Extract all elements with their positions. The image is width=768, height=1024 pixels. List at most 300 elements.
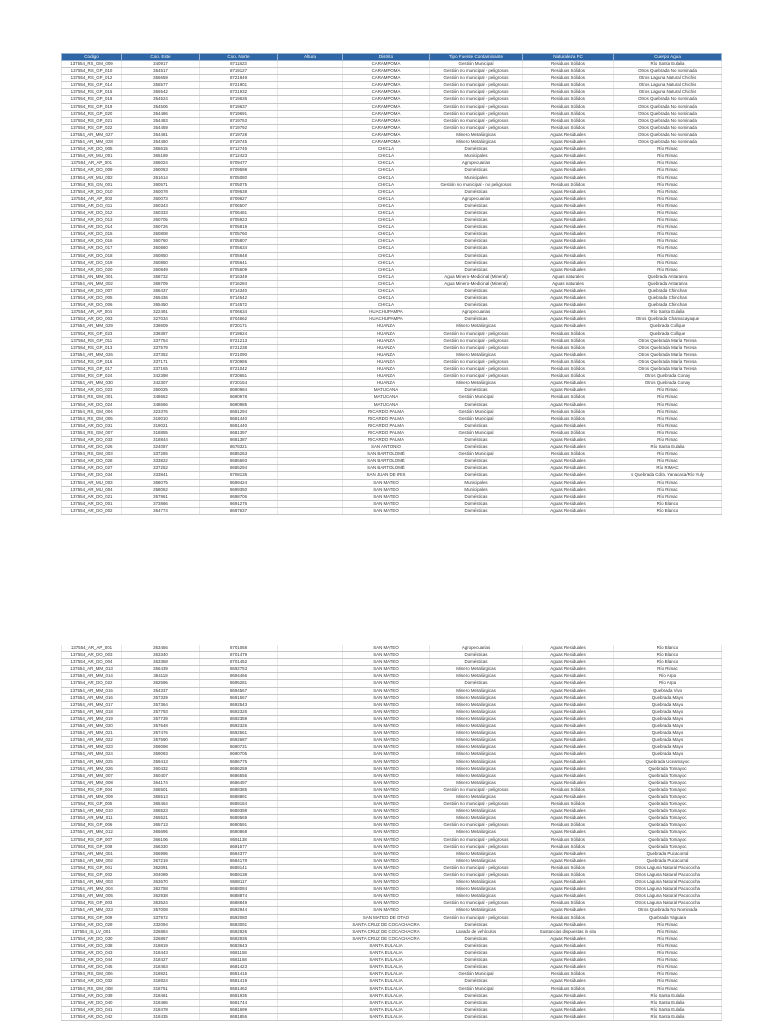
table-cell: 137554_AR_DO_032 [62, 978, 122, 985]
table-row [62, 900, 722, 907]
header-coo-este: Coo. Este [122, 54, 200, 61]
table-cell: Otros Quebrada María Teresa [614, 358, 722, 365]
table-cell: Municipales [430, 174, 523, 181]
table-cell: 354486 [122, 110, 200, 117]
table-cell: 333841 [122, 472, 200, 479]
table-cell: 8716284 [200, 280, 278, 287]
table-cell: Río Rimac [614, 238, 722, 245]
table-cell [278, 907, 343, 914]
table-cell: Aguas Residuales [523, 850, 614, 857]
table-cell: Río Rimac [614, 971, 722, 978]
table-row [62, 928, 722, 935]
table-cell: Minero Metalúrgicas [430, 772, 523, 779]
table-cell: Otros Quebrada María Teresa [614, 344, 722, 351]
table-cell: Domésticas [430, 316, 523, 323]
table-row [62, 252, 722, 259]
table-cell: 137554_AR_DO_044 [62, 957, 122, 964]
table-cell: 8699350 [200, 486, 278, 493]
table-cell: 8694466 [200, 673, 278, 680]
table-cell [278, 89, 343, 96]
table-cell: 8681387 [200, 436, 278, 443]
table-row [62, 666, 722, 673]
table-cell: SAN MATEO [343, 765, 430, 772]
table-row [62, 323, 722, 330]
table-cell: Río Rimac [614, 486, 722, 493]
table-cell [278, 942, 343, 949]
table-cell: 137554_AR_DO_031 [62, 422, 122, 429]
table-cell: 8685294 [200, 465, 278, 472]
table-cell: CARAMPOMA [343, 82, 430, 89]
table-cell: Río Rimac [614, 921, 722, 928]
table-cell: Otros Laguna Natural Pacococha [614, 864, 722, 871]
table-cell: Domésticas [430, 288, 523, 295]
table-cell [278, 117, 343, 124]
table-cell: Domésticas [430, 302, 523, 309]
table-cell: SAN MATEO [343, 694, 430, 701]
table-cell: Aguas Residuales [523, 217, 614, 224]
table-cell: 8705641 [200, 259, 278, 266]
table-cell: 137554_RS_GM_003 [62, 451, 122, 458]
table-cell: Río Blanco [614, 645, 722, 652]
table-cell: 365523 [122, 808, 200, 815]
table-cell: Aguas Residuales [523, 701, 614, 708]
table-cell: SAN MATEO [343, 801, 430, 808]
table-cell: HUANZA [343, 380, 430, 387]
table-cell: 137554_AR_MM_024 [62, 751, 122, 758]
table-cell: 137554_AR_MU_003 [62, 479, 122, 486]
table-cell: Aguas naturales [523, 280, 614, 287]
table-cell: 8720171 [200, 323, 278, 330]
table-cell: Domésticas [430, 465, 523, 472]
table-cell: Residuos Sólidos [523, 358, 614, 365]
table-cell: Domésticas [430, 266, 523, 273]
table-row [62, 444, 722, 451]
table-cell: 8705080 [200, 174, 278, 181]
table-cell: Domésticas [430, 167, 523, 174]
table-cell: 8692359 [200, 715, 278, 722]
table-cell: CHICLA [343, 259, 430, 266]
table-cell: 137554_AR_MM_025 [62, 758, 122, 765]
table-cell [278, 1006, 343, 1013]
table-cell: CARAMPOMA [343, 139, 430, 146]
table-cell: Gestión no municipal - peligrosos [430, 110, 523, 117]
table-cell: Gestión no municipal - peligrosos [430, 786, 523, 793]
table-cell: Domésticas [430, 295, 523, 302]
table-cell: Gestión Municipal [430, 394, 523, 401]
table-cell: 8692543 [200, 701, 278, 708]
table-cell: 332094 [122, 921, 200, 928]
table-row [62, 61, 722, 68]
table-cell: 137554_RS_GN_001 [62, 181, 122, 188]
table-cell: Gestión no municipal - peligrosos [430, 117, 523, 124]
table-cell [278, 737, 343, 744]
table-cell: Domésticas [430, 231, 523, 238]
table-cell: 137554_RS_GP_014 [62, 82, 122, 89]
table-cell: 137554_AR_MM_018 [62, 708, 122, 715]
table-cell: Otros Laguna Natural Pacococha [614, 886, 722, 893]
table-cell: Aguas Residuales [523, 224, 614, 231]
table-cell: 137554_AR_DO_003 [62, 316, 122, 323]
table-cell: Río Rimac [614, 978, 722, 985]
table-cell: HUANZA [343, 344, 430, 351]
table-cell: 137554_AR_DO_017 [62, 245, 122, 252]
table-row [62, 380, 722, 387]
table-cell [278, 231, 343, 238]
table-cell: Quebrada Tomayoc [614, 786, 722, 793]
table-cell: SAN MATEO [343, 900, 430, 907]
table-cell [278, 486, 343, 493]
table-cell: 360850 [122, 252, 200, 259]
table-row [62, 687, 722, 694]
table-row [62, 422, 722, 429]
table-cell: 137554_RS_GM_004 [62, 408, 122, 415]
table-cell: 137554_AR_MM_017 [62, 701, 122, 708]
table-cell: Río Blanco [614, 652, 722, 659]
table-cell: 137554_RS_GP_011 [62, 337, 122, 344]
table-cell: 357648 [122, 723, 200, 730]
table-cell: Río Rimac [614, 195, 722, 202]
table-row [62, 786, 722, 793]
table-row [62, 694, 722, 701]
table-row [62, 259, 722, 266]
table-cell: 137554_AR_DO_004 [62, 659, 122, 666]
table-cell: Aguas Residuales [523, 209, 614, 216]
table-cell: Gestión no municipal - peligrosos [430, 82, 523, 89]
table-cell: 137554_AR_MM_026 [62, 765, 122, 772]
table-cell: SAN MATEO [343, 779, 430, 786]
table-cell: HUANZA [343, 323, 430, 330]
table-cell: Quebrada Antaranra [614, 273, 722, 280]
table-cell: 337171 [122, 358, 200, 365]
table-row [62, 758, 722, 765]
table-cell [278, 914, 343, 921]
table-cell: 8692326 [200, 723, 278, 730]
table-cell: 8719637 [200, 103, 278, 110]
table-cell: Minero Metalúrgicas [430, 708, 523, 715]
table-row [62, 886, 722, 893]
table-cell [278, 188, 343, 195]
table-cell: 8681440 [200, 415, 278, 422]
table-cell: HUANZA [343, 330, 430, 337]
table-cell: Río Rimac [614, 957, 722, 964]
table-cell [278, 765, 343, 772]
table-cell: 137554_AR_MM_007 [62, 772, 122, 779]
table-cell: Gestión Municipal [430, 408, 523, 415]
table-cell: Minero Metalúrgicas [430, 744, 523, 751]
table-cell [278, 146, 343, 153]
table-cell: Aguas Residuales [523, 472, 614, 479]
header-coo-norte: Coo. Norte [200, 54, 278, 61]
table-cell: 8692687 [200, 737, 278, 744]
table-cell: 8685263 [200, 451, 278, 458]
table-cell: 8681423 [200, 964, 278, 971]
table-cell: 137554_AR_DO_041 [62, 1006, 122, 1013]
table-cell: Agropecuarias [430, 195, 523, 202]
table-cell: 363670 [122, 879, 200, 886]
table-row [62, 415, 722, 422]
table-cell: SANTA EULALIA [343, 1006, 430, 1013]
table-cell: 137554_RS_GP_021 [62, 117, 122, 124]
table-cell: CHICLA [343, 174, 430, 181]
table-cell [278, 174, 343, 181]
table-cell: 137554_AR_DO_024 [62, 401, 122, 408]
table-cell: 342307 [122, 380, 200, 387]
table-cell [278, 900, 343, 907]
table-cell: Río Santa Eulalia [614, 444, 722, 451]
table-cell [278, 302, 343, 309]
table-row [62, 935, 722, 942]
table-cell: 365464 [122, 801, 200, 808]
table-cell: 360808 [122, 231, 200, 238]
table-cell [278, 645, 343, 652]
table-cell: Aguas Residuales [523, 160, 614, 167]
table-cell: SAN MATEO [343, 822, 430, 829]
table-cell: Gestión no municipal - peligrosos [430, 914, 523, 921]
table-row [62, 836, 722, 843]
table-row [62, 451, 722, 458]
table-cell: 8681294 [200, 408, 278, 415]
table-cell: 8689138 [200, 872, 278, 879]
table-cell: SAN MATEO [343, 479, 430, 486]
table-cell: Aguas Residuales [523, 436, 614, 443]
table-cell: Río Rimac [614, 174, 722, 181]
table-cell: 8688385 [200, 786, 278, 793]
table-cell [278, 935, 343, 942]
table-row [62, 202, 722, 209]
table-cell: Aguas naturales [523, 273, 614, 280]
table-cell: Quebrada Tomayoc [614, 843, 722, 850]
table-cell: Minero Metalúrgicas [430, 730, 523, 737]
table-cell: Gestión no municipal - peligrosos [430, 68, 523, 75]
table-cell: Aguas Residuales [523, 715, 614, 722]
table-cell: 318819 [122, 942, 200, 949]
table-cell: Domésticas [430, 992, 523, 999]
table-cell: 137554_RS_GP_017 [62, 366, 122, 373]
table-cell: Domésticas [430, 387, 523, 394]
table-cell: Gestión no municipal - peligrosos [430, 872, 523, 879]
table-cell: Domésticas [430, 188, 523, 195]
table-cell: Río Rimac [614, 422, 722, 429]
table-row [62, 209, 722, 216]
table-cell: Minero Metalúrgicas [430, 715, 523, 722]
table-cell: 8705923 [200, 217, 278, 224]
table-cell: Quebrada Antaranra [614, 280, 722, 287]
table-cell: Gestión no municipal - peligrosos [430, 89, 523, 96]
table-cell: Domésticas [430, 146, 523, 153]
table-cell: Municipales [430, 153, 523, 160]
table-cell: Aguas Residuales [523, 266, 614, 273]
table-cell: 339387 [122, 330, 200, 337]
table-cell: Gestión no municipal - peligrosos [430, 124, 523, 131]
table-cell: 342398 [122, 373, 200, 380]
table-cell: 8678321 [200, 444, 278, 451]
table-cell [278, 68, 343, 75]
table-cell: Gestión Municipal [430, 415, 523, 422]
table-cell: Río Rimac [614, 202, 722, 209]
table-cell [278, 224, 343, 231]
table-cell: 355577 [122, 82, 200, 89]
table-cell: 8705634 [200, 245, 278, 252]
table-cell: Aguas Residuales [523, 992, 614, 999]
table-cell: Domésticas [430, 500, 523, 507]
table-cell [278, 507, 343, 514]
table-cell: Domésticas [430, 942, 523, 949]
table-cell: 137554_AR_DO_042 [62, 1013, 122, 1020]
table-cell [278, 465, 343, 472]
table-cell: 8706634 [200, 309, 278, 316]
table-cell: 137554_AR_MM_023 [62, 907, 122, 914]
table-cell: SAN MATEO [343, 737, 430, 744]
table-cell: 318427 [122, 957, 200, 964]
table-cell: CARAMPOMA [343, 124, 430, 131]
table-cell: Domésticas [430, 921, 523, 928]
table-cell: 366106 [122, 836, 200, 843]
table-cell: Aguas Residuales [523, 687, 614, 694]
table-cell: 8690985 [200, 401, 278, 408]
table-cell: Quebrada Tomayoc [614, 836, 722, 843]
table-cell: SAN MATEO [343, 687, 430, 694]
table-cell: 137554_RS_GP_001 [62, 864, 122, 871]
table-cell: Río Rimac [614, 666, 722, 673]
table-cell: SANTA EULALIA [343, 1013, 430, 1020]
table-cell: Residuos Sólidos [523, 337, 614, 344]
table-cell: 8706507 [200, 202, 278, 209]
table-cell: 8690705 [200, 751, 278, 758]
table-cell [278, 436, 343, 443]
table-cell: 137554_AR_MM_005 [62, 893, 122, 900]
table-cell: 324087 [122, 444, 200, 451]
table-cell: Domésticas [430, 957, 523, 964]
table-cell: 8685693 [200, 458, 278, 465]
table-cell: Residuos Sólidos [523, 124, 614, 131]
table-cell: Domésticas [430, 217, 523, 224]
table-cell: Domésticas [430, 259, 523, 266]
table-row [62, 288, 722, 295]
table-cell: 137554_AR_DO_005 [62, 146, 122, 153]
table-cell: CARAMPOMA [343, 96, 430, 103]
table-cell: RICARDO PALMA [343, 408, 430, 415]
table-row [62, 146, 722, 153]
table-cell: 8695281 [200, 680, 278, 687]
table-cell: 8681416 [200, 971, 278, 978]
table-cell: 137554_AR_DO_039 [62, 992, 122, 999]
table-cell: 8681158 [200, 950, 278, 957]
table-row [62, 195, 722, 202]
table-cell: 8698706 [200, 493, 278, 500]
table-cell: Gestión no municipal - peligrosos [430, 75, 523, 82]
table-cell: 137554_AR_MM_027 [62, 131, 122, 138]
table-cell: Otros Quebrada No nominada [614, 131, 722, 138]
table-cell: 8705609 [200, 266, 278, 273]
table-cell: 364174 [122, 779, 200, 786]
table-row [62, 921, 722, 928]
table-cell: CHICLA [343, 295, 430, 302]
table-cell: Aguas Residuales [523, 723, 614, 730]
table-cell: Domésticas [430, 999, 523, 1006]
table-cell: 337754 [122, 337, 200, 344]
table-row [62, 680, 722, 687]
table-cell: Otros Quebrada Conay [614, 380, 722, 387]
table-cell [278, 992, 343, 999]
table-cell: 8705760 [200, 231, 278, 238]
table-cell: SAN MATEO [343, 886, 430, 893]
table-cell: Domésticas [430, 252, 523, 259]
table-row [62, 723, 722, 730]
table-row [62, 295, 722, 302]
table-cell: 137554_RS_GP_020 [62, 110, 122, 117]
table-cell: 354483 [122, 117, 200, 124]
table-cell: CARAMPOMA [343, 103, 430, 110]
table-cell: Residuos Sólidos [523, 971, 614, 978]
table-cell: Residuos Sólidos [523, 801, 614, 808]
table-cell: 137554_RS_GP_015 [62, 89, 122, 96]
table-cell: 357329 [122, 694, 200, 701]
table-cell: 137554_AR_AP_001 [62, 645, 122, 652]
table-cell: 8683643 [200, 942, 278, 949]
table-cell: Otros Laguna Natural Pacococha [614, 900, 722, 907]
table-cell: Residuos Sólidos [523, 394, 614, 401]
table-cell [278, 472, 343, 479]
table-cell: 373866 [122, 500, 200, 507]
table-cell: 8689569 [200, 815, 278, 822]
table-cell: Otros Quebrada Chamacayaque [614, 316, 722, 323]
table-cell: 8681699 [200, 1006, 278, 1013]
table-cell: Minero Metalúrgicas [430, 907, 523, 914]
table-cell: 8691138 [200, 836, 278, 843]
table-cell: Aguas Residuales [523, 146, 614, 153]
table-cell: SAN MATEO [343, 850, 430, 857]
table-cell: Minero Metalúrgicas [430, 808, 523, 815]
table-cell: Agua Minero-Medicinal (Mineral) [430, 273, 523, 280]
table-cell: 137554_AR_MM_011 [62, 815, 122, 822]
table-cell: 8688874 [200, 893, 278, 900]
table-cell [278, 500, 343, 507]
table-cell: SAN MATEO [343, 907, 430, 914]
table-cell: 137554_AR_MM_009 [62, 793, 122, 800]
table-cell: Residuos Sólidos [523, 89, 614, 96]
table-cell: 8709627 [200, 195, 278, 202]
table-cell: 367219 [122, 857, 200, 864]
table-cell: 8712423 [200, 153, 278, 160]
table-cell: 137554_AR_MM_015 [62, 687, 122, 694]
table-cell: 357008 [122, 907, 200, 914]
table-cell [278, 245, 343, 252]
table-cell: Residuos Sólidos [523, 786, 614, 793]
table-cell: Domésticas [430, 1006, 523, 1013]
table-cell: 137554_AR_DO_012 [62, 209, 122, 216]
table-cell: 8704662 [200, 316, 278, 323]
table-cell: 137554_AR_DO_028 [62, 458, 122, 465]
table-cell [278, 131, 343, 138]
table-cell: Residuos Sólidos [523, 843, 614, 850]
table-row [62, 68, 722, 75]
table-cell: 8709638 [200, 188, 278, 195]
table-cell: Río Santa Eulalia [614, 61, 722, 68]
table-cell: 8719691 [200, 110, 278, 117]
table-cell: 8691567 [200, 694, 278, 701]
table-header-row [62, 54, 722, 61]
table-cell: 8692080 [200, 914, 278, 921]
table-cell [278, 701, 343, 708]
table-cell: 360432 [122, 765, 200, 772]
table-cell: 360705 [122, 217, 200, 224]
table-cell: Aguas Residuales [523, 380, 614, 387]
table-cell: CARAMPOMA [343, 75, 430, 82]
table-cell: Minero Metalúrgicas [430, 323, 523, 330]
table-row [62, 964, 722, 971]
table-cell: CARAMPOMA [343, 68, 430, 75]
table-row [62, 429, 722, 436]
